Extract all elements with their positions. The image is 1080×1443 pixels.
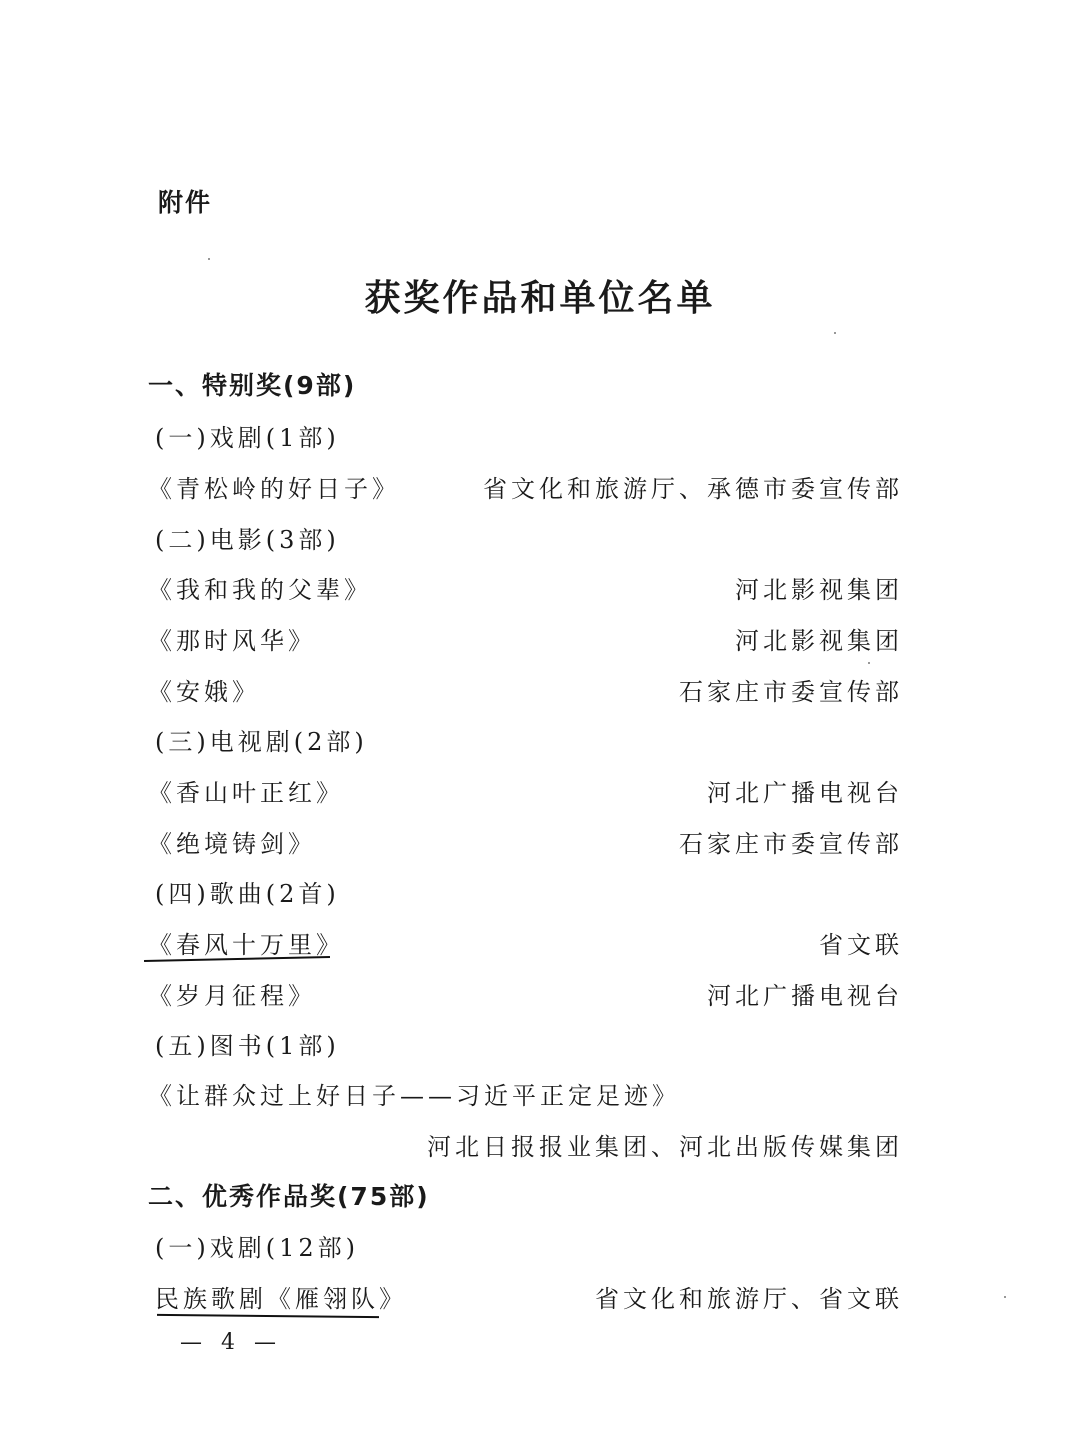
work-title: 《那时风华》 — [148, 627, 316, 655]
group-heading-drama — [155, 1228, 910, 1268]
work-title: 《香山叶正红》 — [148, 779, 344, 807]
work-title: 《让群众过上好日子——习近平正定足迹》 — [148, 1082, 680, 1110]
work-unit: 省文化和旅游厅、承德市委宣传部 — [483, 475, 903, 503]
attachment-label: 附件 — [158, 188, 213, 217]
group-heading-book — [155, 1026, 910, 1066]
group-heading-text: (一)戏剧(12部) — [155, 1234, 359, 1262]
list-item — [148, 621, 903, 661]
group-heading-text: (五)图书(1部) — [155, 1032, 340, 1060]
group-heading-text: (二)电影(3部) — [155, 526, 340, 554]
work-title: 《青松岭的好日子》 — [148, 475, 400, 503]
group-heading-drama — [155, 418, 910, 458]
list-item-unit-line — [148, 1127, 903, 1167]
scan-speck — [834, 332, 836, 334]
group-heading-film — [155, 520, 910, 560]
work-unit: 河北广播电视台 — [707, 779, 903, 807]
list-item — [148, 976, 903, 1016]
work-unit: 河北广播电视台 — [707, 982, 903, 1010]
list-item-title-line — [148, 1076, 903, 1116]
group-heading-text: (一)戏剧(1部) — [155, 424, 340, 452]
list-item — [148, 469, 903, 509]
work-unit: 石家庄市委宣传部 — [679, 678, 903, 706]
list-item — [155, 1279, 903, 1319]
work-unit: 省文联 — [819, 931, 903, 959]
work-unit: 河北影视集团 — [735, 627, 903, 655]
list-item — [148, 570, 903, 610]
work-title: 《春风十万里》 — [148, 931, 344, 959]
work-unit: 省文化和旅游厅、省文联 — [595, 1285, 903, 1313]
list-item — [148, 672, 903, 712]
page-number: — 4 — — [180, 1330, 282, 1355]
scan-speck — [868, 662, 870, 664]
group-heading-text: (三)电视剧(2部) — [155, 728, 368, 756]
group-heading-tv-drama — [155, 722, 910, 762]
group-heading-text: (四)歌曲(2首) — [155, 880, 340, 908]
work-unit: 河北影视集团 — [735, 576, 903, 604]
section-heading-text: 一、特别奖(9部) — [148, 371, 357, 400]
section-heading-special-award — [148, 366, 903, 406]
list-item — [148, 773, 903, 813]
group-heading-song — [155, 874, 910, 914]
list-item — [148, 824, 903, 864]
work-title: 《我和我的父辈》 — [148, 576, 372, 604]
work-title: 《绝境铸剑》 — [148, 830, 316, 858]
work-title: 《岁月征程》 — [148, 982, 316, 1010]
work-unit: 石家庄市委宣传部 — [679, 830, 903, 858]
work-unit: 河北日报报业集团、河北出版传媒集团 — [427, 1133, 903, 1161]
scan-speck — [208, 258, 210, 260]
document-title: 获奖作品和单位名单 — [364, 277, 716, 319]
scan-speck — [1004, 1296, 1006, 1298]
section-heading-excellent-award — [148, 1177, 903, 1217]
work-title: 民族歌剧《雁翎队》 — [155, 1285, 407, 1313]
work-title: 《安娥》 — [148, 678, 260, 706]
section-heading-text: 二、优秀作品奖(75部) — [148, 1182, 430, 1211]
